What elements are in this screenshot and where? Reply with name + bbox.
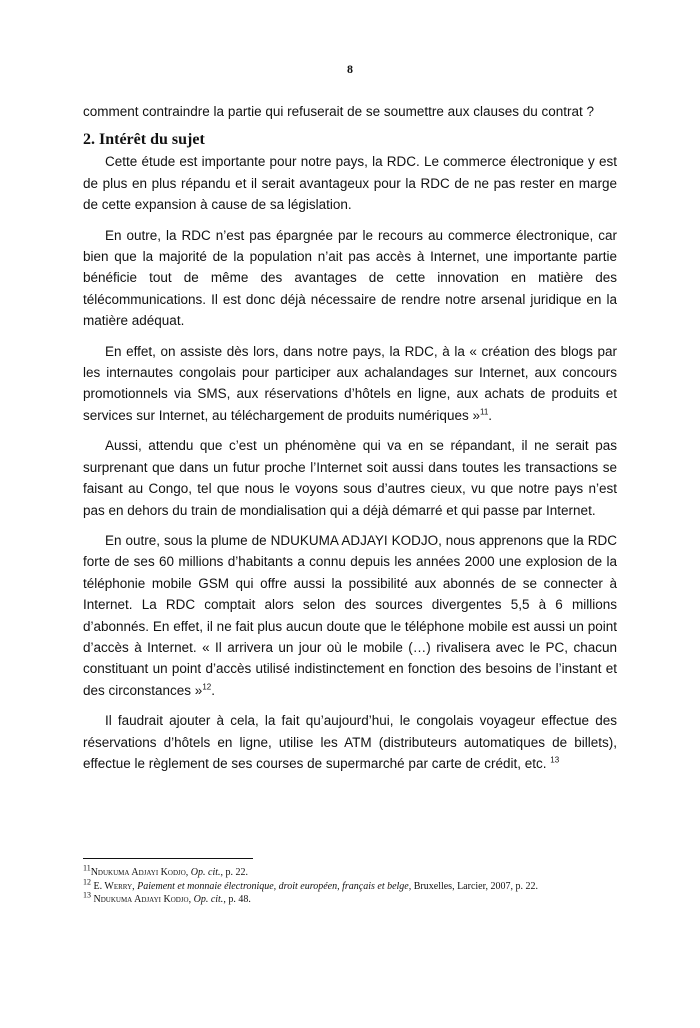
- footnote-ref-13[interactable]: 13: [550, 755, 560, 765]
- footnote-divider: [83, 858, 253, 859]
- footnote-rest: , p. 22.: [220, 867, 249, 878]
- footnote-author: Ndukuma Adjayi Kodjo: [93, 894, 189, 905]
- footnote-mark: 13: [83, 890, 91, 900]
- footnote-ref-11[interactable]: 11: [479, 407, 489, 417]
- paragraph-mobile-text: En outre, sous la plume de NDUKUMA ADJAYI KODJO, nous apprenons que la RDC forte de ses 60 millions d’habitants a connu depuis les années 2000 une explosion de la téléphonie mobile GSM qui offre aussi la possibilité aux abonnés de se connecter à Internet. La RDC comptait alors selon des sources divergentes 5,5 à 6 millions d’abonnés. En effet, il ne fait plus aucun doute que le téléphone mobile est aussi un point d’accès à Internet. « Il arrivera un jour où le mobile (…) rivalisera avec le PC, chacun constituant un point d’accès utilisé indistinctement en fonction des besoins de l’instant et des circonstances »: [83, 532, 617, 698]
- paragraph-importance: Cette étude est importante pour notre pays, la RDC. Le commerce électronique y est de plus en plus répandu et il serait avantageux pour la RDC de ne pas rester en marge de cette expansion à cause de sa législation.: [83, 154, 617, 213]
- paragraph-phenomenon: Aussi, attendu que c’est un phénomène qui va en se répandant, il ne serait pas surprenant que dans un futur proche l’Internet soit aussi dans toutes les transactions se faisant au Congo, tel que nous le voyons sous d’autres cieux, vu que notre pays n’est pas en dehors du train de mondialisation qui a déjà démarré et qui passe par Internet.: [83, 438, 617, 518]
- paragraph-mobile: [83, 530, 617, 701]
- paragraph-rdc-access: En outre, la RDC n’est pas épargnée par le recours au commerce électronique, car bien que la majorité de la population n’ait pas accès à Internet, une importante partie bénéficie tout de même des avantages de cette innovation en matière des télécommunications. Il est donc déjà nécessaire de rendre notre arsenal juridique en la matière adéquat.: [83, 227, 617, 329]
- paragraph-mobile-after: .: [211, 682, 215, 698]
- footnote-author: E. Werry: [93, 880, 133, 892]
- section-heading: 2. Intérêt du sujet: [83, 131, 205, 149]
- page-number: 8: [347, 62, 353, 76]
- paragraph-blogs: [83, 341, 617, 427]
- footnote-separator: ,: [185, 867, 191, 878]
- footnote-title: Op. cit.: [190, 867, 221, 878]
- footnote-12: [83, 877, 617, 894]
- footnote-separator: ,: [188, 894, 194, 905]
- paragraph-blogs-after: .: [488, 407, 493, 423]
- intro-paragraph: comment contraindre la partie qui refuserait de se soumettre aux clauses du contrat ?: [83, 104, 595, 119]
- footnote-title: Paiement et monnaie électronique, droit européen, français et belge,: [137, 880, 412, 892]
- footnote-author: Ndukuma Adjayi Kodjo: [90, 867, 186, 878]
- footnote-title: Op. cit.: [193, 894, 224, 905]
- footnote-11: [83, 863, 617, 880]
- footnote-13: [83, 890, 617, 907]
- paragraph-blogs-text: En effet, on assiste dès lors, dans notre pays, la RDC, à la « création des blogs par les internautes congolais pour participer aux achalandages sur Internet, aux concours promotionnels via SMS, aux réservations d’hôtels en ligne, aux achats de produits et services sur Internet, au téléchargement de produits numériques »: [83, 343, 617, 423]
- footnote-mark: 12: [83, 877, 91, 887]
- footnote-separator: ,: [132, 880, 138, 892]
- body-text: [83, 101, 617, 783]
- footnotes: [83, 863, 617, 908]
- paragraph-traveller: [83, 710, 617, 774]
- paragraph-traveller-text: Il faudrait ajouter à cela, la fait qu’aujourd’hui, le congolais voyageur effectue des réservations d’hôtels en ligne, utilise les ATM (distributeurs automatiques de billets), effectue le règlement de ses courses de supermarché par carte de crédit, etc.: [83, 713, 617, 771]
- footnote-mark: 11: [83, 863, 91, 873]
- footnote-rest: , p. 48.: [223, 894, 251, 905]
- footnote-rest: Bruxelles, Larcier, 2007, p. 22.: [411, 880, 539, 892]
- footnote-ref-12[interactable]: 12: [202, 682, 212, 692]
